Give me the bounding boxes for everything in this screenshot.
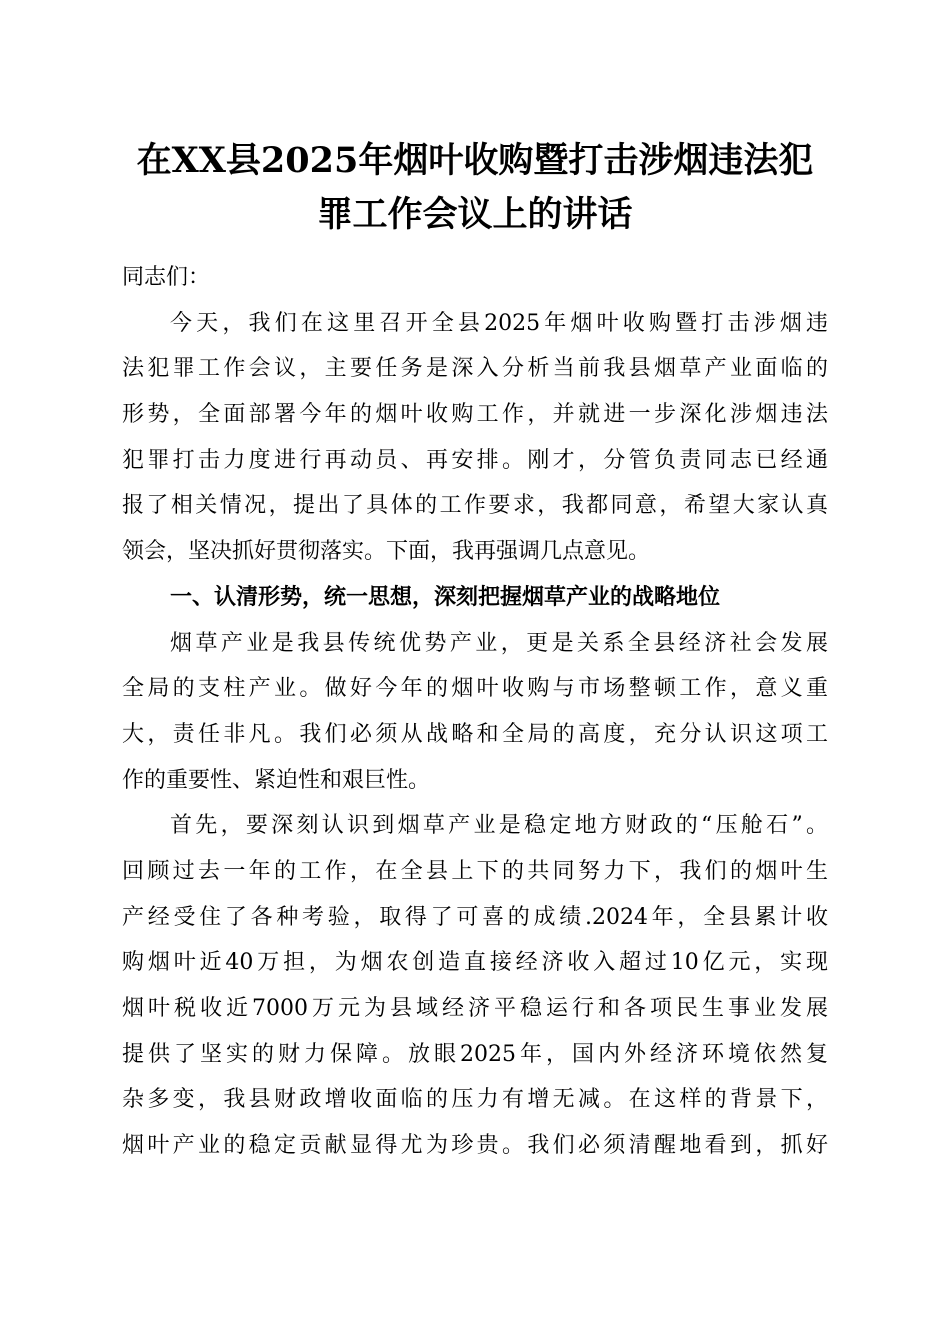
body-lines xyxy=(122,301,828,1169)
body-text-line: 烟叶税收近7000万元为县域经济平稳运行和各项民生事业发展 xyxy=(122,996,828,1021)
title-line-1: 在XX县2025年烟叶收购暨打击涉烟违法犯 xyxy=(136,140,814,181)
body-text-line: 回顾过去一年的工作，在全县上下的共同努力下，我们的烟叶生 xyxy=(122,858,828,884)
body-text-line: 领会，坚决抓好贯彻落实。下面，我再强调几点意见。 xyxy=(122,539,651,565)
body-text-line: 大，责任非凡。我们必须从战略和全局的高度，充分认识这项工 xyxy=(122,721,828,747)
body-text-line: 烟叶产业的稳定贡献显得尤为珍贵。我们必须清醒地看到，抓好 xyxy=(122,1133,828,1159)
body-text-line: 法犯罪工作会议，主要任务是深入分析当前我县烟草产业面临的 xyxy=(122,356,828,382)
body-text-line: 烟草产业是我县传统优势产业，更是关系全县经济社会发展 xyxy=(170,630,828,656)
salutation: 同志们： xyxy=(122,265,211,290)
body-text-line: 今天，我们在这里召开全县2025年烟叶收购暨打击涉烟违 xyxy=(170,310,828,336)
document-body xyxy=(122,255,828,1169)
body-text-line: 提供了坚实的财力保障。放眼2025年，国内外经济环境依然复 xyxy=(122,1041,828,1067)
title-line-2: 罪工作会议上的讲话 xyxy=(317,194,633,235)
body-text-line: 全局的支柱产业。做好今年的烟叶收购与市场整顿工作，意义重 xyxy=(122,676,828,702)
body-text-line: 形势，全面部署今年的烟叶收购工作，并就进一步深化涉烟违法 xyxy=(122,402,828,428)
section-heading: 一、认清形势，统一思想，深刻把握烟草产业的战略地位 xyxy=(170,584,721,610)
body-text-line: 报了相关情况，提出了具体的工作要求，我都同意，希望大家认真 xyxy=(122,493,828,519)
body-text-line: 作的重要性、紧迫性和艰巨性。 xyxy=(122,767,431,793)
body-text-line: 杂多变，我县财政增收面临的压力有增无减。在这样的背景下， xyxy=(122,1087,828,1113)
body-text-line: 首先，要深刻认识到烟草产业是稳定地方财政的“压舱石”。 xyxy=(170,813,828,839)
body-text-line: 犯罪打击力度进行再动员、再安排。刚才，分管负责同志已经通 xyxy=(122,447,828,473)
body-text-line: 购烟叶近40万担，为烟农创造直接经济收入超过10亿元，实现 xyxy=(122,950,828,976)
body-text-line: 产经受住了各种考验，取得了可喜的成绩.2024年，全县累计收 xyxy=(122,904,828,930)
document-title xyxy=(110,134,840,242)
